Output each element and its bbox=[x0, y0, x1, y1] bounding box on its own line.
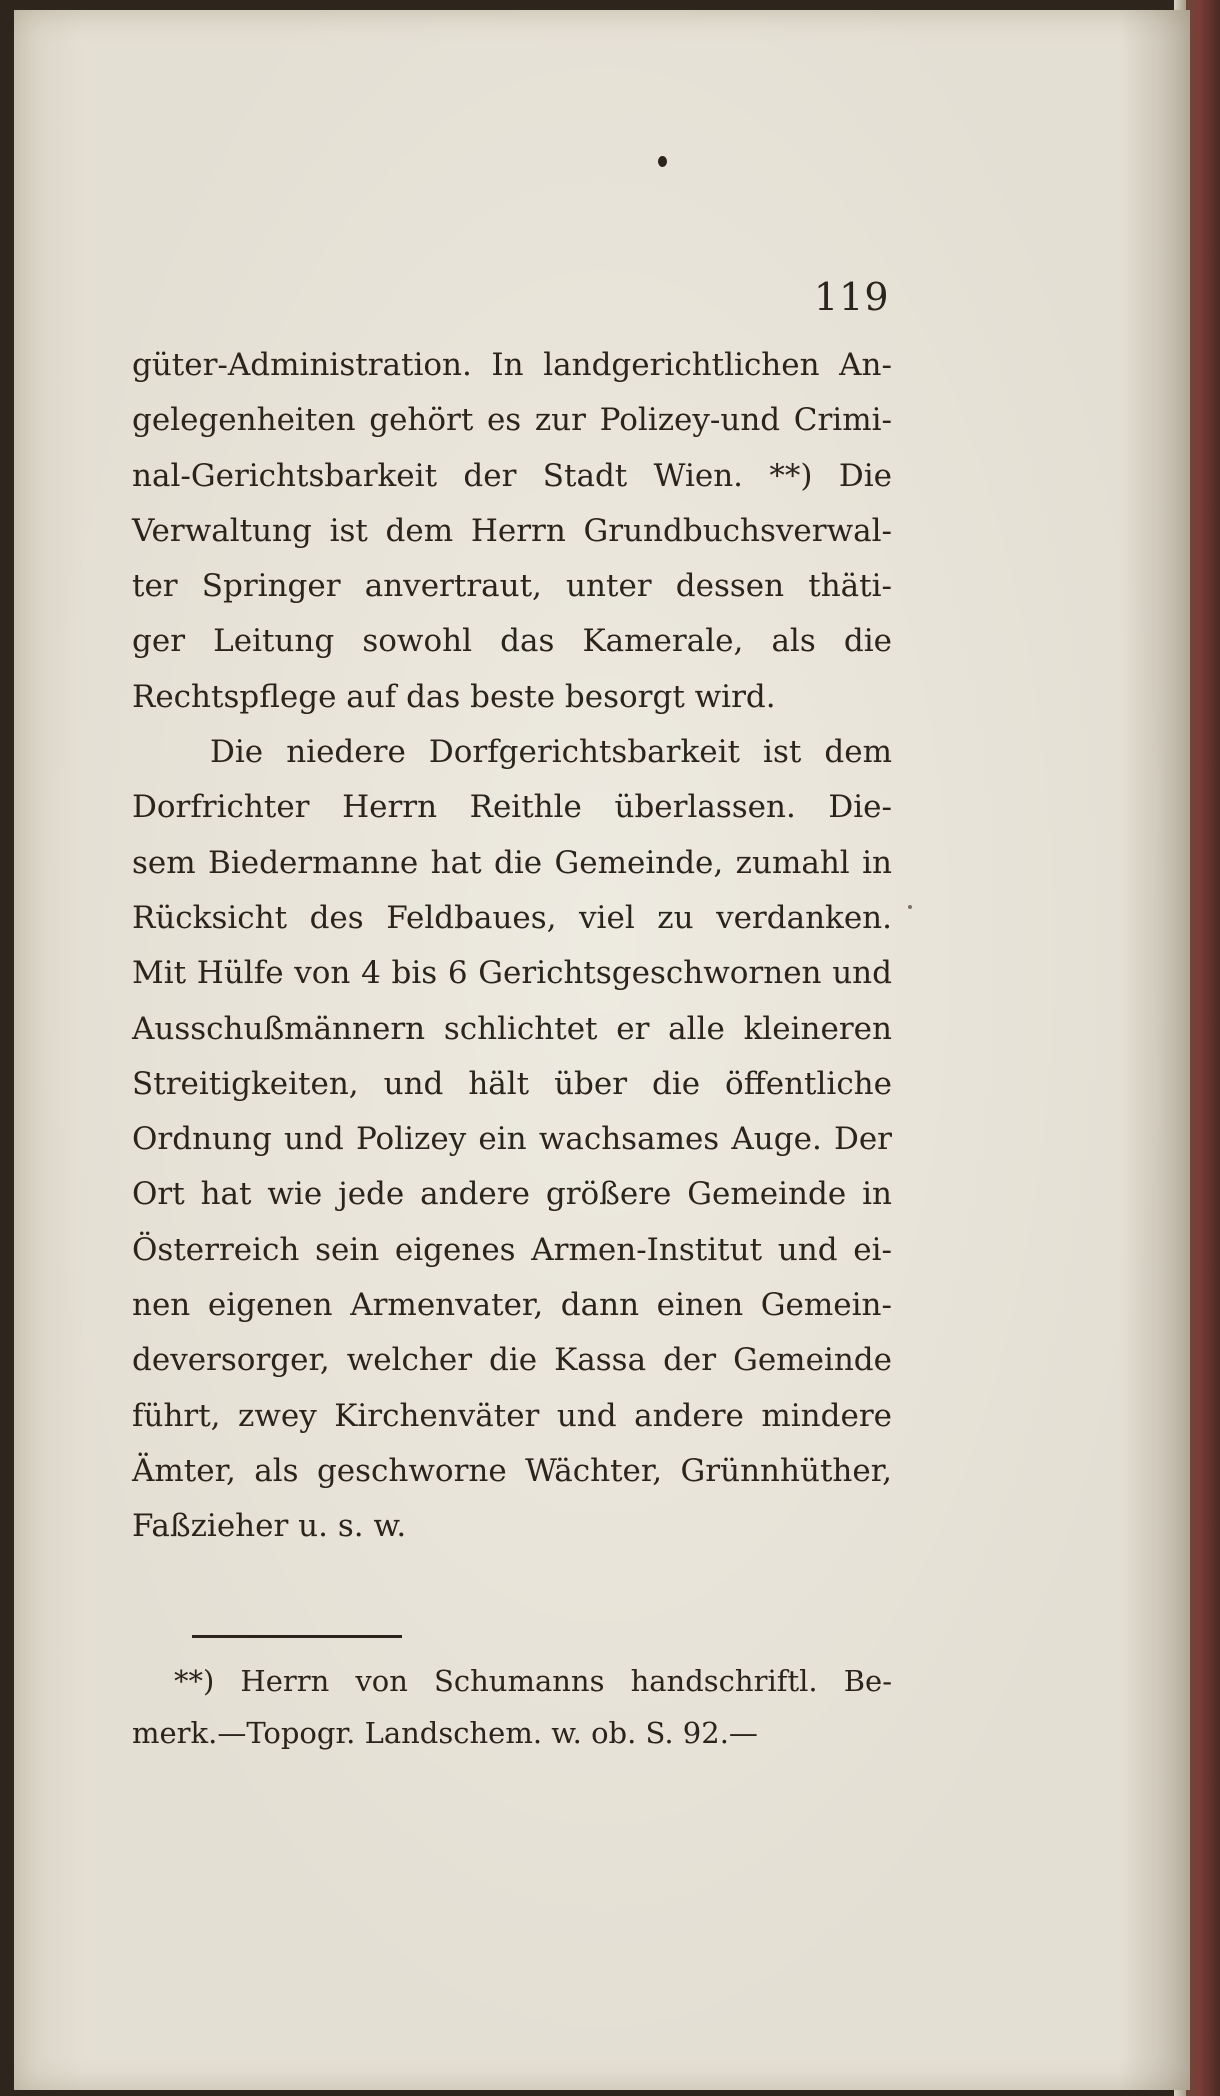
text-line: nal-Gerichtsbarkeit der Stadt Wien. **) Die bbox=[132, 457, 892, 494]
footnote-line: **) Herrn von Schumanns handschriftl. Be- bbox=[174, 1664, 892, 1698]
text-line: güter-Administration. In landgerichtlichen An- bbox=[132, 347, 892, 383]
text-line: Ämter, als geschworne Wächter, Grünnhüther, bbox=[132, 1452, 892, 1489]
book-page bbox=[14, 10, 1190, 2090]
text-line: Rücksicht des Feldbaues, viel zu verdanken. bbox=[132, 899, 892, 936]
text-line: Die niedere Dorfgerichtsbarkeit ist dem bbox=[210, 734, 892, 771]
book-spine bbox=[1186, 0, 1220, 2096]
ink-speck bbox=[908, 905, 912, 909]
text-line: sem Biedermanne hat die Gemeinde, zumahl in bbox=[132, 844, 892, 881]
text-line: deversorger, welcher die Kassa der Gemeinde bbox=[132, 1342, 892, 1379]
text-line: ter Springer anvertraut, unter dessen thäti- bbox=[132, 568, 892, 605]
text-line: Faßzieher u. s. w. bbox=[132, 1508, 407, 1545]
text-line: Ort hat wie jede andere größere Gemeinde in bbox=[132, 1176, 892, 1213]
text-line: nen eigenen Armenvater, dann einen Gemein- bbox=[132, 1287, 892, 1324]
text-line: Ordnung und Polizey ein wachsames Auge. Der bbox=[132, 1121, 892, 1158]
text-line: ger Leitung sowohl das Kamerale, als die bbox=[132, 623, 892, 660]
text-line: Verwaltung ist dem Herrn Grundbuchsverwal- bbox=[132, 512, 892, 549]
text-line: gelegenheiten gehört es zur Polizey-und Crimi- bbox=[132, 402, 892, 439]
footnote bbox=[132, 1655, 892, 1759]
text-line: Österreich sein eigenes Armen-Institut und ei- bbox=[132, 1231, 892, 1268]
text-line: Rechtspflege auf das beste besorgt wird. bbox=[132, 678, 776, 715]
text-line: Ausschußmännern schlichtet er alle kleineren bbox=[132, 1010, 892, 1047]
text-line: führt, zwey Kirchenväter und andere mindere bbox=[132, 1397, 892, 1434]
footnote-rule bbox=[192, 1635, 402, 1638]
footnote-line: merk.—Topogr. Landschem. w. ob. S. 92.— bbox=[132, 1716, 758, 1750]
page-number: 119 bbox=[814, 275, 890, 319]
text-line: Dorfrichter Herrn Reithle überlassen. Die- bbox=[132, 789, 892, 826]
body-text bbox=[132, 338, 892, 1555]
ink-speck bbox=[658, 156, 667, 167]
text-line: Mit Hülfe von 4 bis 6 Gerichtsgeschwornen und bbox=[132, 955, 892, 992]
text-line: Streitigkeiten, und hält über die öffentliche bbox=[132, 1065, 892, 1102]
